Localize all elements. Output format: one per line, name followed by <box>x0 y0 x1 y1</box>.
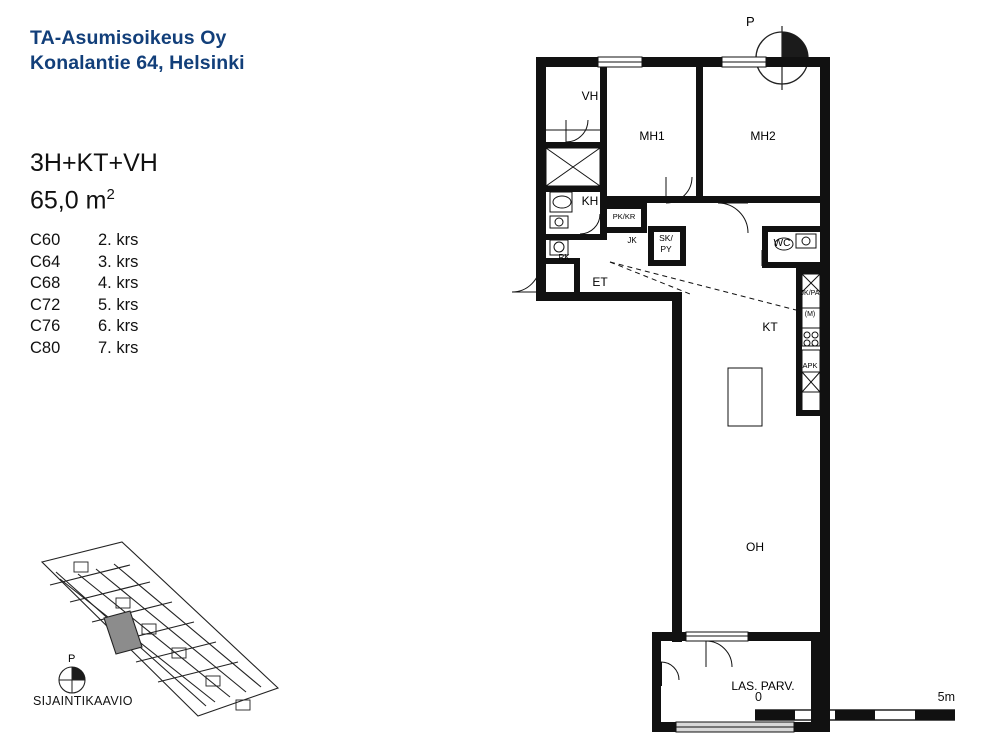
location-compass-label: P <box>68 653 76 665</box>
apartment-type: 3H+KT+VH <box>30 149 158 177</box>
list-item <box>30 252 250 274</box>
room-label-jk: JK <box>627 236 637 245</box>
location-diagram-caption: SIJAINTIKAAVIO <box>33 694 133 708</box>
floor-plan <box>400 10 1000 750</box>
room-label-kt: KT <box>762 320 778 334</box>
apartment-area <box>30 180 115 215</box>
room-label-pkkr: PK/KR <box>612 212 636 221</box>
compass-label: P <box>746 14 755 29</box>
unit-list <box>30 230 250 359</box>
room-label-sk: SK/ <box>659 233 673 243</box>
unit-code: C68 <box>30 274 61 292</box>
list-item <box>30 295 250 317</box>
unit-floor: 3. krs <box>98 252 139 271</box>
company-name: TA-Asumisoikeus Oy <box>30 27 227 49</box>
unit-code: C76 <box>30 317 61 335</box>
unit-code: C60 <box>30 231 61 249</box>
scale-end-label: 5m <box>937 690 955 704</box>
floorplan-walls <box>536 57 830 732</box>
list-item <box>30 338 250 360</box>
location-compass-icon <box>59 653 85 693</box>
list-item <box>30 230 250 252</box>
room-label-et: ET <box>592 275 608 289</box>
room-label-m: (M) <box>804 311 816 318</box>
unit-floor: 6. krs <box>98 317 139 335</box>
room-label-rk: RK <box>558 253 570 262</box>
unit-floor: 7. krs <box>98 338 139 357</box>
unit-code: C72 <box>30 295 61 314</box>
apartment-area-value: 65,0 m <box>30 186 107 215</box>
room-label-wc: WC <box>773 238 791 249</box>
unit-floor: 2. krs <box>98 231 139 249</box>
room-label-oh: OH <box>746 540 764 554</box>
room-label-vh: VH <box>581 89 599 103</box>
unit-floor: 4. krs <box>98 274 139 292</box>
room-label-mh2: MH2 <box>750 129 776 143</box>
unit-code: C64 <box>30 252 61 271</box>
room-label-kh: KH <box>581 194 599 208</box>
list-item <box>30 273 250 295</box>
room-label-lasparv: LAS. PARV. <box>731 679 795 693</box>
room-label-apk: APK <box>802 361 818 370</box>
unit-floor: 5. krs <box>98 295 139 314</box>
apartment-area-unit-exponent: 2 <box>106 186 115 203</box>
company-address: Konalantie 64, Helsinki <box>30 52 245 74</box>
room-label-mh1: MH1 <box>639 129 665 143</box>
unit-code: C80 <box>30 338 61 357</box>
room-label-py: PY <box>660 244 672 254</box>
scale-start-label: 0 <box>755 690 762 704</box>
room-labels <box>558 89 819 693</box>
list-item <box>30 316 250 338</box>
fixtures <box>546 130 820 426</box>
room-label-jkpa: JK/PA <box>800 290 820 297</box>
header-company-block <box>30 26 410 76</box>
